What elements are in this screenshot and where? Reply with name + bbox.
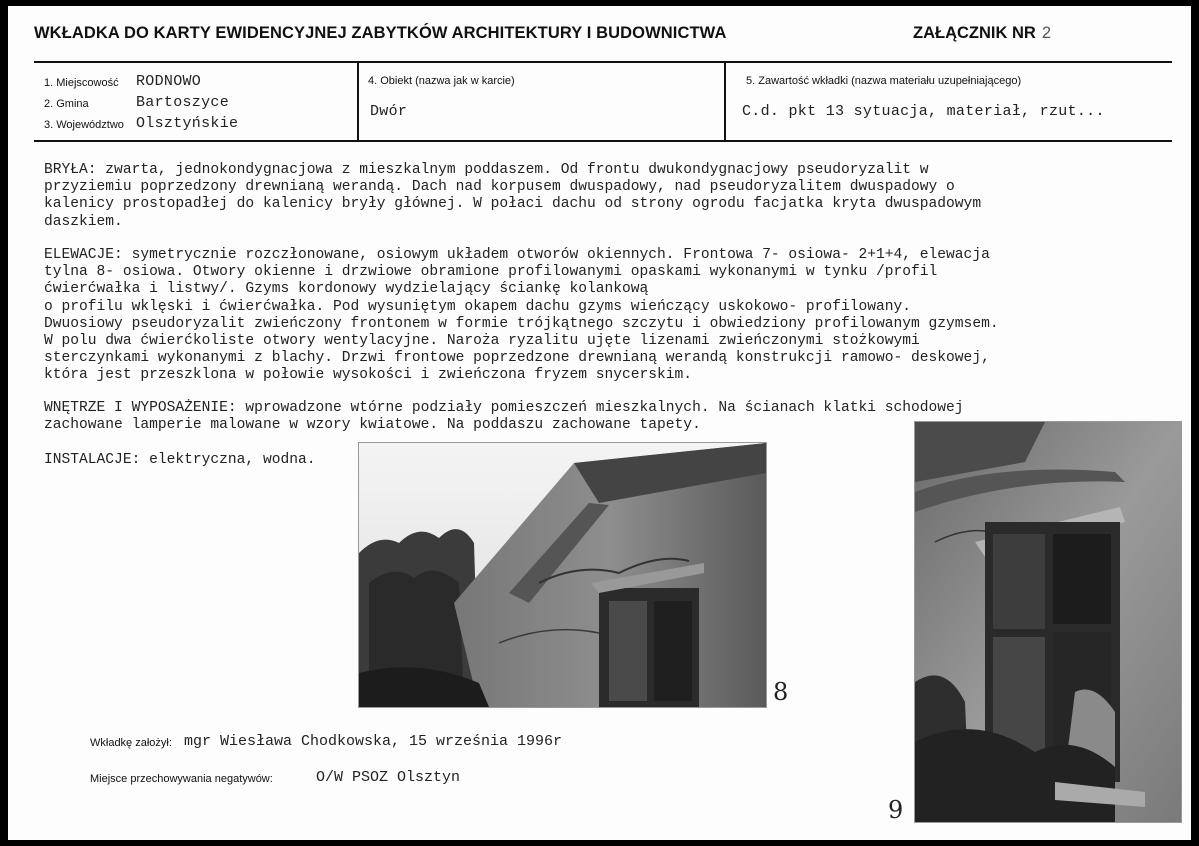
object-value: Dwór xyxy=(370,103,408,120)
field-divider-2 xyxy=(724,63,726,140)
annex-heading xyxy=(913,24,1051,43)
content-label: 5. Zawartość wkładki (nazwa materiału uzupełniającego) xyxy=(746,75,1022,87)
annex-number: 2 xyxy=(1041,24,1052,42)
header-bottom-rule xyxy=(34,140,1172,142)
header-top-rule xyxy=(34,61,1172,63)
photo-number-8: 8 xyxy=(773,678,789,706)
storage-label: Miejsce przechowywania negatywów: xyxy=(90,773,273,785)
commune-value: Bartoszyce xyxy=(136,94,230,111)
photo-window-detail xyxy=(914,421,1182,823)
paragraph-elewacje: ELEWACJE: symetrycznie rozczłonowane, osiowym układem otworów okiennych. Frontowa 7- osiowa- 2+1+4, elewacja tylna 8- osiowa. Otwory okienne i drzwiowe obramione profilowanymi opaskami wykonanymi w tynku /profil ćwierćwałka i listwy/. Gzyms kordonowy wydzielający ściankę kolankową o profilu wklęski i ćwierćwałka. Pod wysuniętym okapem dachu gzyms wieńczący uskokowo- profilowany. Dwuosiowy pseudoryzalit zwieńczony frontonem w formie trójkątnego szczytu i obwiedziony profilowanym gzymsem. W polu dwa ćwierćkoliste otwory wentylacyjne. Naroża ryzalitu ujęte lizenami zwieńczonymi stożkowymi sterczynkami wykonanymi z blachy. Drzwi frontowe poprzedzone drewnianą werandą konstrukcji ramowo- deskowej, która jest przeszklona w połowie wysokości i zwieńczona fryzem snycerskim. xyxy=(44,247,999,384)
photo-facade-corner xyxy=(358,442,767,708)
annex-label: ZAŁĄCZNIK NR xyxy=(913,24,1036,42)
author-value: mgr Wiesława Chodkowska, 15 września 1996r xyxy=(184,733,563,750)
author-label: Wkładkę założył: xyxy=(90,737,172,749)
content-value: C.d. pkt 13 sytuacja, materiał, rzut... xyxy=(742,103,1105,120)
document-title: WKŁADKA DO KARTY EWIDENCYJNEJ ZABYTKÓW ARCHITEKTURY I BUDOWNICTWA xyxy=(34,24,727,42)
paragraph-instalacje: INSTALACJE: elektryczna, wodna. xyxy=(44,452,316,468)
commune-label: 2. Gmina xyxy=(44,98,89,110)
photo-number-9: 9 xyxy=(888,796,904,824)
storage-value: O/W PSOZ Olsztyn xyxy=(316,769,461,786)
photo-facade-corner-image xyxy=(359,443,766,707)
voivodeship-value: Olsztyńskie xyxy=(136,115,239,132)
locality-value: RODNOWO xyxy=(136,73,202,90)
photo-window-detail-image xyxy=(915,422,1181,822)
paragraph-wnetrze: WNĘTRZE I WYPOSAŻENIE: wprowadzone wtórne podziały pomieszczeń mieszkalnych. Na ścianach klatki schodowej zachowane lamperie malowane w wzory kwiatowe. Na poddaszu zachowane tapety. xyxy=(44,400,964,434)
object-label: 4. Obiekt (nazwa jak w karcie) xyxy=(368,75,515,87)
record-sheet xyxy=(8,6,1191,840)
paragraph-bryla: BRYŁA: zwarta, jednokondygnacjowa z mieszkalnym poddaszem. Od frontu dwukondygnacjowy pseudoryzalit w przyziemiu poprzedzony drewnianą werandą. Dach nad korpusem dwuspadowy, nad pseudoryzalitem dwuspadowy o kalenicy prostopadłej do kalenicy bryły głównej. W połaci dachu od strony ogrodu facjatka kryta dwuspadowym daszkiem. xyxy=(44,162,982,230)
field-divider-1 xyxy=(357,63,359,140)
locality-label: 1. Miejscowość xyxy=(44,77,119,89)
voivodeship-label: 3. Województwo xyxy=(44,119,124,131)
